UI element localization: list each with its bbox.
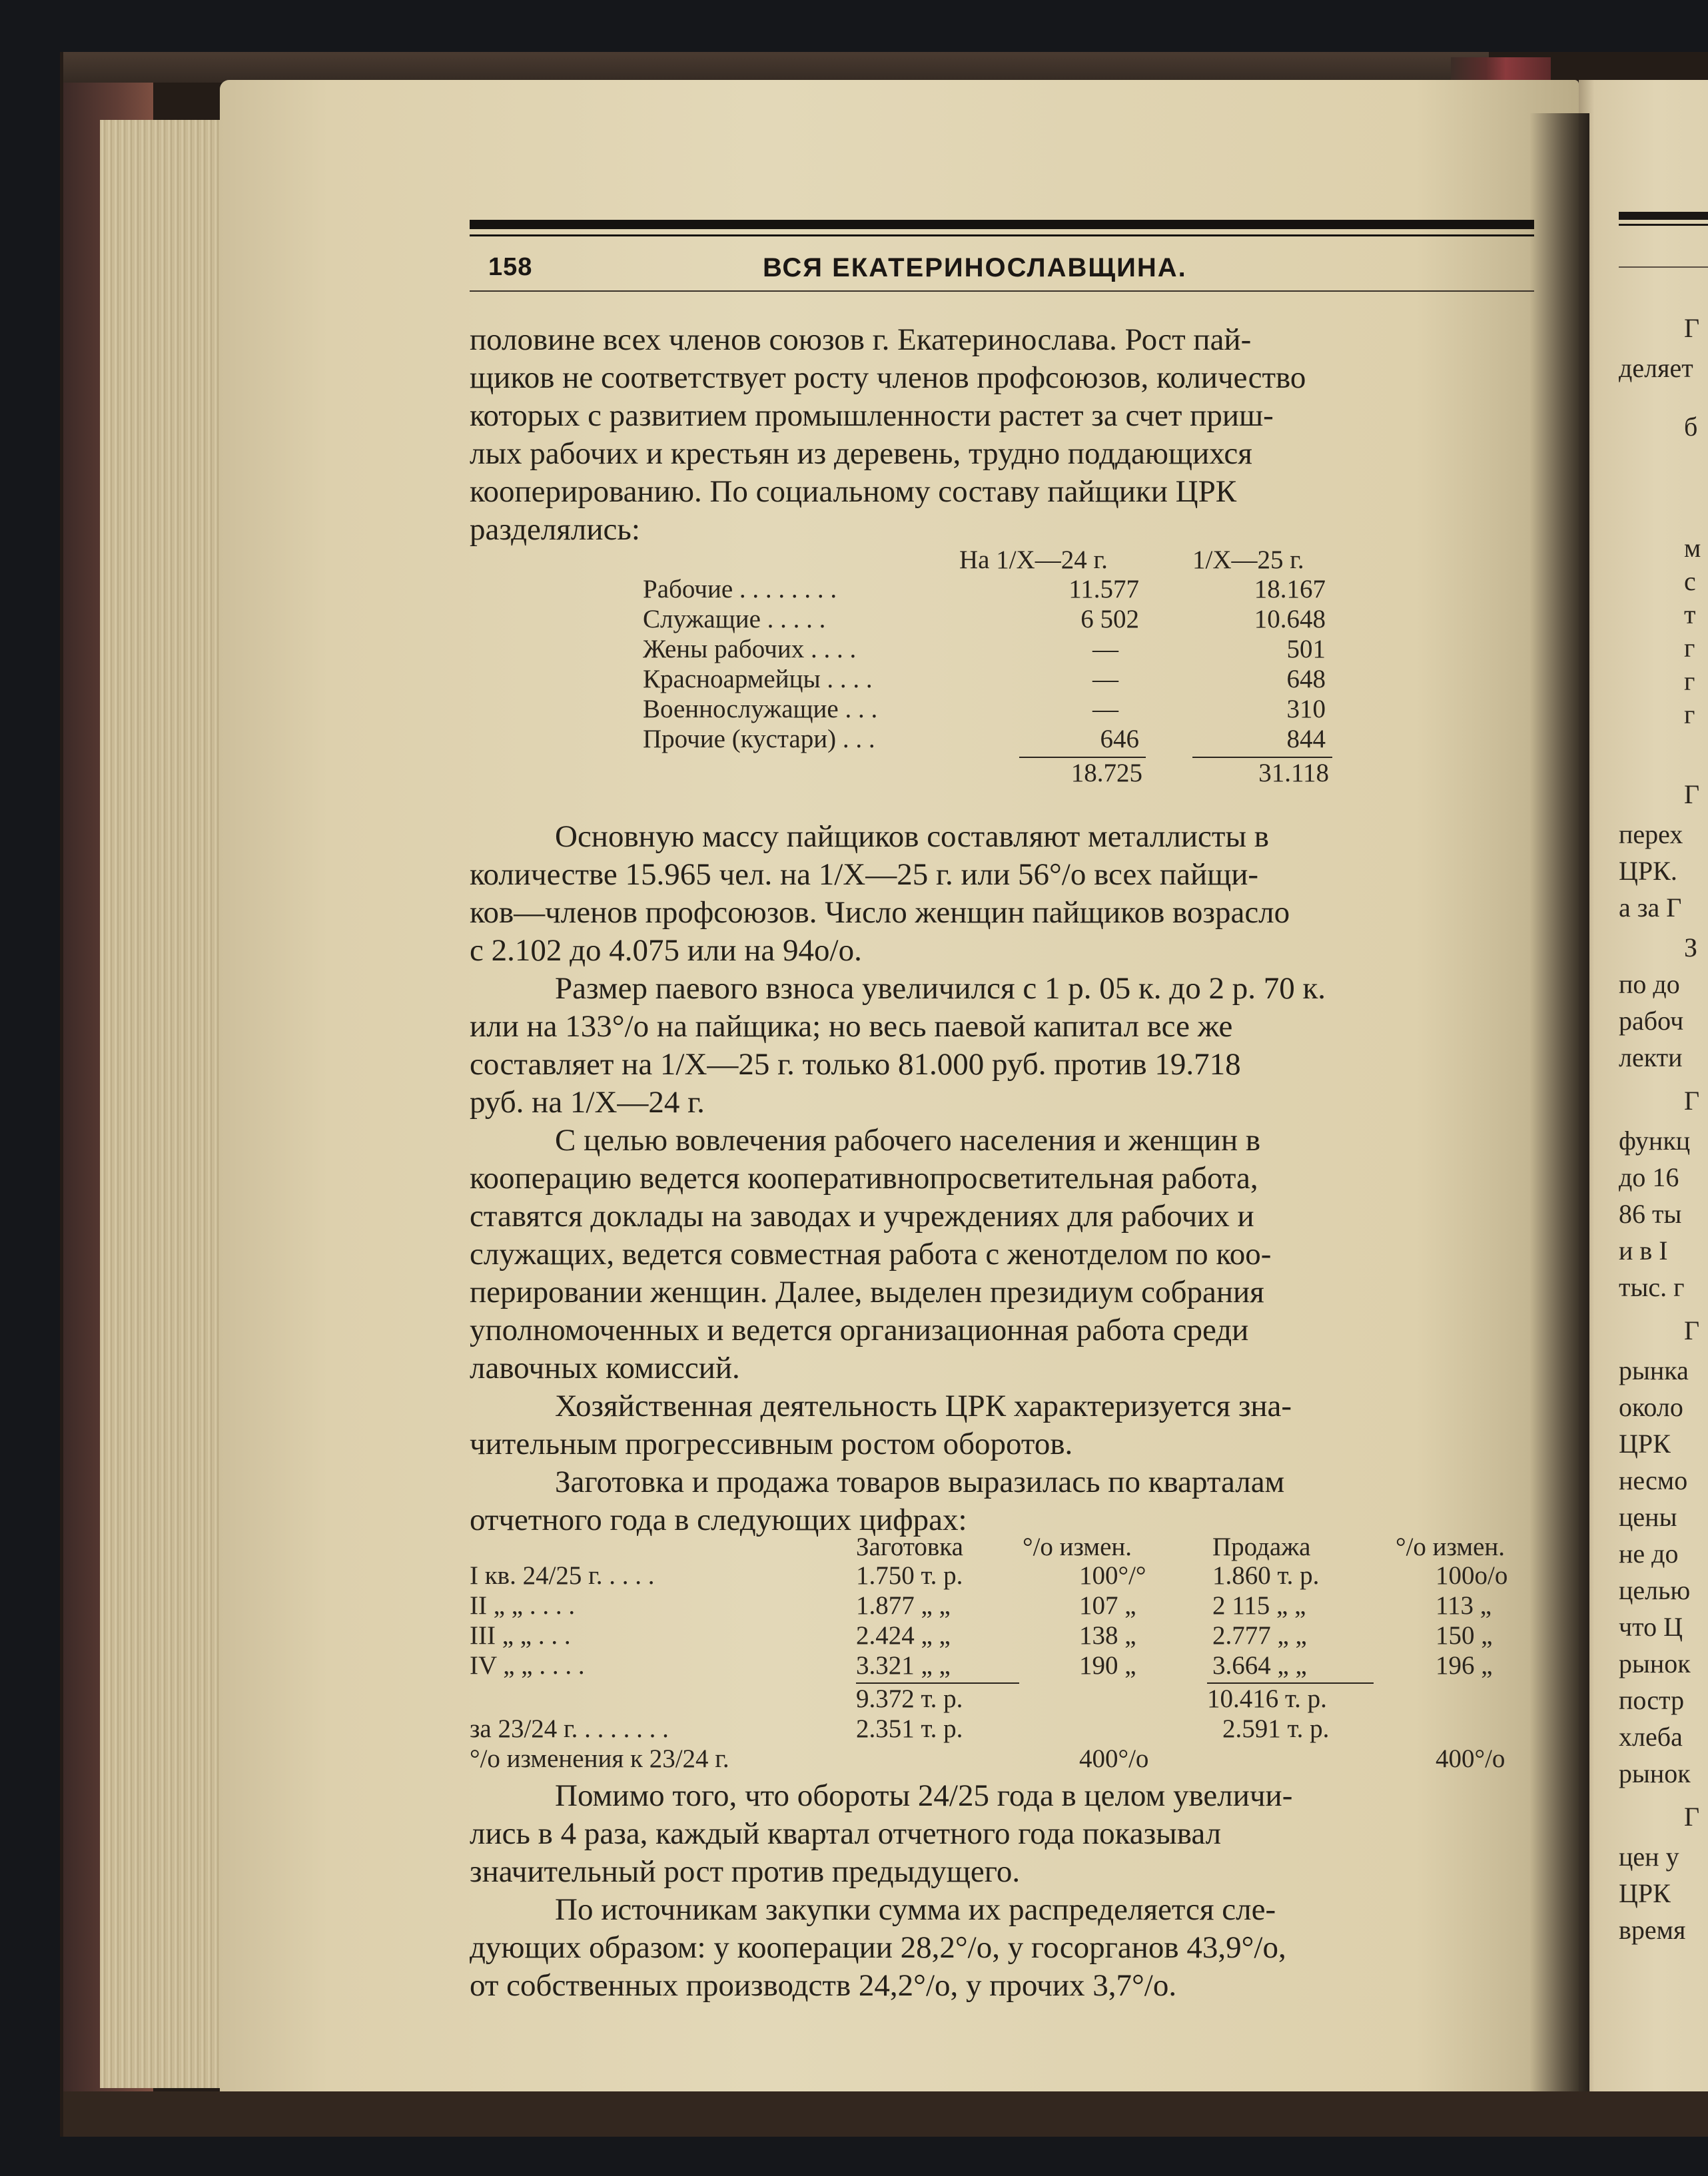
fragment: рабоч xyxy=(1619,1006,1684,1036)
prodazha-change: 150 „ xyxy=(1436,1621,1493,1650)
fragment: рынок xyxy=(1619,1758,1691,1788)
text-line: лавочных комиссий. xyxy=(470,1351,740,1385)
fragment: рынок xyxy=(1619,1648,1691,1678)
zagotovka-value: 1.750 т. р. xyxy=(856,1561,963,1590)
fragment: Г xyxy=(1684,1802,1700,1832)
zagotovka-change: 100°/° xyxy=(1079,1561,1146,1590)
row-value-1924: 6 502 xyxy=(1080,605,1139,633)
row-value-1924: — xyxy=(1092,695,1118,723)
fragment: время xyxy=(1619,1915,1686,1945)
fragment: ЦРК xyxy=(1619,1878,1671,1908)
fragment: Г xyxy=(1684,779,1700,809)
text-line: Заготовка и продажа товаров выразилась по кварталам xyxy=(555,1465,1285,1499)
fragment: г xyxy=(1684,633,1695,663)
text-line: отчетного года в следующих цифрах: xyxy=(470,1503,967,1537)
fragment: постр xyxy=(1619,1685,1685,1715)
prodazha-change: 196 „ xyxy=(1436,1651,1493,1680)
text-line: разделялись: xyxy=(470,512,640,547)
right-header-underline xyxy=(1619,266,1708,268)
row-label: IV „ „ . . . . xyxy=(470,1651,585,1680)
row-value-1925: 501 xyxy=(1286,635,1326,663)
row-value-1925: 648 xyxy=(1286,665,1326,693)
fragment: и в I xyxy=(1619,1236,1668,1266)
prodazha-value: 3.664 „ „ xyxy=(1212,1651,1307,1680)
header-rule-thin xyxy=(470,234,1534,236)
row-value-1925: 18.167 xyxy=(1254,575,1326,603)
fragment: с xyxy=(1684,566,1696,596)
right-header-rule-thin xyxy=(1619,224,1708,226)
col-header-prod-change: °/о измен. xyxy=(1396,1533,1505,1561)
zagotovka-value: 1.877 „ „ xyxy=(856,1591,951,1620)
fragment: деляет xyxy=(1619,353,1693,383)
prev-year-zagotovka: 2.351 т. р. xyxy=(856,1714,963,1743)
text-line: С целью вовлечения рабочего населения и женщин в xyxy=(555,1123,1261,1158)
book-bottom-edge xyxy=(63,2091,1708,2137)
prodazha-value: 2 115 „ „ xyxy=(1212,1591,1306,1620)
fragment: м xyxy=(1684,533,1701,563)
fragment: цены xyxy=(1619,1502,1677,1532)
prodazha-total: 10.416 т. р. xyxy=(1207,1684,1327,1713)
fragment: Г xyxy=(1684,1315,1700,1345)
fragment: Г xyxy=(1684,313,1700,343)
prev-year-prodazha: 2.591 т. р. xyxy=(1222,1714,1330,1743)
text-line: составляет на 1/X—25 г. только 81.000 руб. против 19.718 xyxy=(470,1047,1241,1082)
fragment: около xyxy=(1619,1392,1683,1422)
fragment: Г xyxy=(1684,1086,1700,1116)
fragment: ЦРК. xyxy=(1619,856,1677,886)
row-value-1925: 844 xyxy=(1286,725,1326,753)
col-header-1925: 1/X—25 г. xyxy=(1192,545,1304,574)
row-label: II „ „ . . . . xyxy=(470,1591,576,1620)
text-line: Помимо того, что обороты 24/25 года в целом увеличи- xyxy=(555,1778,1293,1813)
row-value-1925: 10.648 xyxy=(1254,605,1326,633)
fragment: хлеба xyxy=(1619,1722,1683,1752)
running-title: ВСЯ ЕКАТЕРИНОСЛАВЩИНА. xyxy=(763,253,1187,282)
fragment: г xyxy=(1684,666,1695,696)
col-header-zagotovka: Заготовка xyxy=(856,1533,963,1561)
col-header-1924: На 1/X—24 г. xyxy=(959,545,1108,574)
fragment: т xyxy=(1684,599,1696,629)
fragment: лекти xyxy=(1619,1042,1683,1072)
fragment: тыс. г xyxy=(1619,1272,1685,1302)
prodazha-change: 100о/о xyxy=(1436,1561,1508,1590)
prodazha-change-total: 400°/о xyxy=(1436,1744,1505,1773)
header-underline xyxy=(470,290,1534,292)
zagotovka-change: 138 „ xyxy=(1079,1621,1136,1650)
col-header-zag-change: °/о измен. xyxy=(1023,1533,1132,1561)
row-label: Прочие (кустари) . . . xyxy=(643,725,875,753)
prev-year-label: за 23/24 г. . . . . . . . xyxy=(470,1714,669,1743)
row-label: Военнослужащие . . . xyxy=(643,695,878,723)
text-line: перировании женщин. Далее, выделен президиум собрания xyxy=(470,1275,1264,1309)
fragment: рынка xyxy=(1619,1355,1689,1385)
text-line: руб. на 1/X—24 г. xyxy=(470,1085,705,1120)
book-gutter xyxy=(1529,113,1589,2118)
text-line: Размер паевого взноса увеличился с 1 р. 05 к. до 2 р. 70 к. xyxy=(555,971,1326,1006)
text-line: ков—членов профсоюзов. Число женщин пайщиков возрасло xyxy=(470,895,1290,930)
text-line: чительным прогрессивным ростом оборотов. xyxy=(470,1427,1073,1461)
row-value-1924: — xyxy=(1092,665,1118,693)
zagotovka-change: 107 „ xyxy=(1079,1591,1136,1620)
row-value-1924: 11.577 xyxy=(1068,575,1139,603)
fragment: г xyxy=(1684,699,1695,729)
row-value-1924: — xyxy=(1092,635,1118,663)
book-cover-top xyxy=(63,52,1489,83)
fragment: ЦРК xyxy=(1619,1429,1671,1459)
fragment: цен у xyxy=(1619,1842,1679,1872)
fragment: З xyxy=(1684,932,1698,962)
zagotovka-change-total: 400°/о xyxy=(1079,1744,1149,1773)
text-line: количестве 15.965 чел. на 1/X—25 г. или 56°/о всех пайщи- xyxy=(470,857,1259,892)
text-line: кооперацию ведется кооперативнопросветительная работа, xyxy=(470,1161,1258,1196)
text-line: кооперированию. По социальному составу пайщики ЦРК xyxy=(470,474,1237,509)
zagotovka-change: 190 „ xyxy=(1079,1651,1136,1680)
fragment: несмо xyxy=(1619,1465,1688,1495)
fragment: 86 ты xyxy=(1619,1199,1682,1229)
row-label: III „ „ . . . xyxy=(470,1621,571,1650)
zagotovka-value: 3.321 „ „ xyxy=(856,1651,951,1680)
fragment: б xyxy=(1684,412,1698,442)
text-line: Основную массу пайщиков составляют металлисты в xyxy=(555,819,1269,854)
fragment: функц xyxy=(1619,1126,1691,1156)
total-1925: 31.118 xyxy=(1258,759,1329,787)
row-label: Служащие . . . . . xyxy=(643,605,826,633)
right-header-rule-thick xyxy=(1619,212,1708,220)
prodazha-change: 113 „ xyxy=(1436,1591,1492,1620)
page-number: 158 xyxy=(488,253,533,281)
header-rule-thick xyxy=(470,220,1534,229)
row-label: Жены рабочих . . . . xyxy=(643,635,857,663)
text-line: лись в 4 раза, каждый квартал отчетного года показывал xyxy=(470,1816,1222,1851)
text-line: половине всех членов союзов г. Екатеринослава. Рост пай- xyxy=(470,322,1252,357)
text-line: дующих образом: у кооперации 28,2°/о, у госорганов 43,9°/о, xyxy=(470,1930,1286,1965)
running-header xyxy=(470,253,1534,289)
fragment: до 16 xyxy=(1619,1162,1679,1192)
fragment: целью xyxy=(1619,1575,1691,1605)
text-line: уполномоченных и ведется организационная работа среди xyxy=(470,1313,1249,1347)
fragment: не до xyxy=(1619,1539,1679,1569)
zagotovka-value: 2.424 „ „ xyxy=(856,1621,951,1650)
row-label: Рабочие . . . . . . . . xyxy=(643,575,837,603)
fragment: перех xyxy=(1619,819,1683,849)
fragment: что Ц xyxy=(1619,1612,1683,1642)
row-value-1924: 646 xyxy=(1100,725,1139,753)
text-line: от собственных производств 24,2°/о, у прочих 3,7°/о. xyxy=(470,1968,1177,2003)
text-line: Хозяйственная деятельность ЦРК характеризуется зна- xyxy=(555,1389,1292,1423)
text-line: По источникам закупки сумма их распределяется сле- xyxy=(555,1892,1276,1927)
prodazha-value: 2.777 „ „ xyxy=(1212,1621,1307,1650)
row-label: I кв. 24/25 г. . . . . xyxy=(470,1561,655,1590)
prodazha-value: 1.860 т. р. xyxy=(1212,1561,1320,1590)
text-line: или на 133°/о на пайщика; но весь паевой капитал все же xyxy=(470,1009,1233,1044)
total-1924: 18.725 xyxy=(1070,759,1142,787)
text-line: которых с развитием промышленности растет за счет приш- xyxy=(470,398,1274,433)
text-line: значительный рост против предыдущего. xyxy=(470,1854,1021,1889)
zagotovka-total: 9.372 т. р. xyxy=(856,1684,963,1713)
row-label: Красноармейцы . . . . xyxy=(643,665,873,693)
text-line: служащих, ведется совместная работа с женотделом по коо- xyxy=(470,1237,1272,1271)
change-label: °/о изменения к 23/24 г. xyxy=(470,1744,729,1773)
col-header-prodazha: Продажа xyxy=(1212,1533,1311,1561)
text-line: с 2.102 до 4.075 или на 94о/о. xyxy=(470,933,862,968)
text-line: щиков не соответствует росту членов профсоюзов, количество xyxy=(470,360,1306,395)
row-value-1925: 310 xyxy=(1286,695,1326,723)
text-line: ставятся доклады на заводах и учреждениях для рабочих и xyxy=(470,1199,1254,1234)
fragment: по до xyxy=(1619,969,1680,999)
text-line: лых рабочих и крестьян из деревень, трудно поддающихся xyxy=(470,436,1252,471)
fragment: а за Г xyxy=(1619,893,1682,922)
